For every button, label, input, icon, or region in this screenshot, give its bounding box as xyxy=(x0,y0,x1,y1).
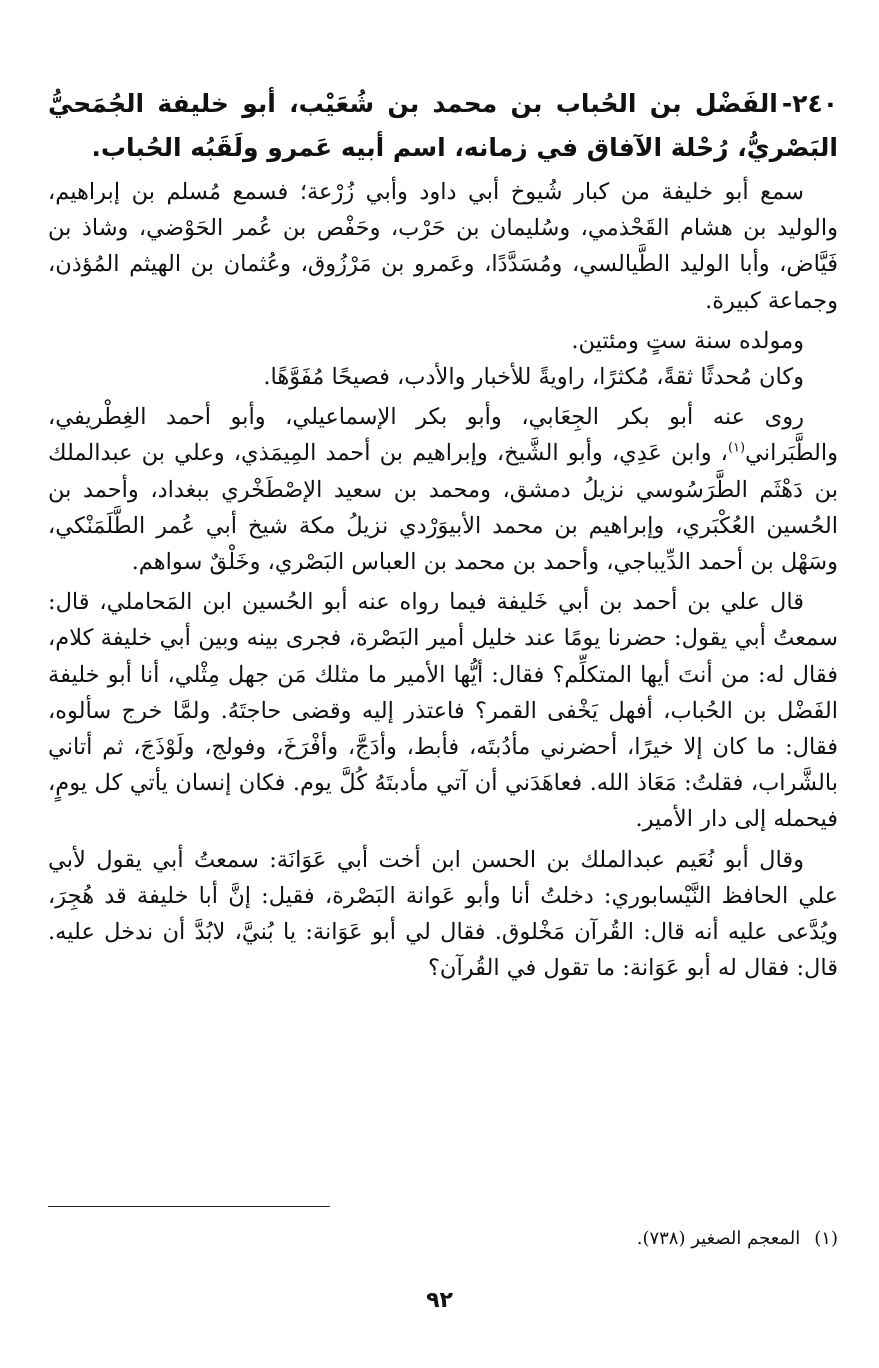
description-paragraph: وكان مُحدثًا ثقةً، مُكثرًا، راويةً للأخبار والأدب، فصيحًا مُفَوَّهًا. xyxy=(263,364,804,391)
entry-heading xyxy=(48,82,838,170)
footnote xyxy=(48,1226,838,1252)
page-body xyxy=(48,82,838,990)
anecdote-paragraph: قال علي بن أحمد بن أبي خَليفة فيما رواه عنه أبو الحُسين ابن المَحاملي، قال: سمعتُ أبي يقول: حضرنا يومًا عند خليل أمير البَصْرة، فجرى بينه وبين أبي خليفة كلام، فقال له: من أنتَ أيها المتكلِّم؟ فقال: أيُّها الأمير ما مثلك مَن جهل مِثْلي، أنا أبو خليفة الفَضْل بن الحُباب، أفهل يَخْفى القمر؟ فاعتذر إليه وقضى حاجتَهُ. ولمَّا خرج سألوه، فقال: ما كان إلا خيرًا، أحضرني مأدُبتَه، فأبط، وأدَجَّ، وأفْرَخَ، وفولج، ولَوْذَجَ، ثم أتاني بالشَّراب، فقلتُ: مَعَاذ الله. فعاهَدَني أن آتي مأدبتَهُ كُلَّ يوم. فكان إنسان يأتي كل يومٍ، فيحمله إلى دار الأمير. xyxy=(48,589,839,833)
entry-title: الفَضْل بن الحُباب بن محمد بن شُعَيْب، أبو خليفة الجُمَحيُّ البَصْريُّ، رُحْلة الآفاق في زمانه، اسم أبيه عَمرو ولَقَبُه الحُباب. xyxy=(48,89,838,162)
footnote-divider xyxy=(48,1206,330,1207)
footnote-reference[interactable]: (١) xyxy=(727,440,746,456)
narrators-paragraph xyxy=(48,399,838,580)
narrators-text-part2: ، وابن عَدِي، وأبو الشَّيخ، وإبراهيم بن أحمد المِيمَذي، وعلي بن عبدالملك بن دَهْثَم الطَّرَسُوسي نزيلُ دمشق، ومحمد بن سعيد الإصْطَخْري ببغداد، وأحمد بن الحُسين العُكْبَري، وإبراهيم بن محمد الأبيوَرْدي نزيلُ مكة شيخ أبي عُمر الطَّلَمَنْكي، وسَهْل بن أحمد الدِّيباجي، وأحمد بن محمد بن العباس البَصْري، وخَلْقٌ سواهم. xyxy=(48,440,838,576)
abu-awana-paragraph: وقال أبو نُعَيم عبدالملك بن الحسن ابن أخت أبي عَوَانَة: سمعتُ أبي يقول لأبي علي الحافظ النَّيْسابوري: دخلتُ أنا وأبو عَوانة البَصْرة، فقيل: إنَّ أبا خليفة قد هُجِرَ، ويُدَّعى عليه أنه قال: القُرآن مَخْلوق. فقال لي أبو عَوَانة: يا بُنيَّ، لابُدَّ أن ندخل عليه. قال: فقال له أبو عَوَانة: ما تقول في القُرآن؟ xyxy=(48,846,838,982)
teachers-paragraph: سمع أبو خليفة من كبار شُيوخ أبي داود وأبي زُرْعة؛ فسمع مُسلم بن إبراهيم، والوليد بن هشام القَحْذمي، وسُليمان بن حَرْب، وحَفْص بن عُمر الحَوْضي، وشاذ بن فَيَّاض، وأبا الوليد الطَّيالسي، ومُسَدَّدًا، وعَمرو بن مَرْزُوق، وعُثمان بن الهيثم المُؤذن، وجماعة كبيرة. xyxy=(48,179,838,314)
narrators-text-part1: روى عنه أبو بكر الجِعَابي، وأبو بكر الإسماعيلي، وأبو أحمد الغِطْريفي، والطَّبَراني xyxy=(48,404,838,467)
entry-number: ٢٤٠- xyxy=(781,89,838,118)
footnote-number: (١) xyxy=(814,1228,838,1249)
birth-paragraph: ومولده سنة ستٍ ومئتين. xyxy=(571,327,804,354)
footnote-text: المعجم الصغير (٧٣٨). xyxy=(636,1228,801,1249)
page-number: ٩٢ xyxy=(426,1288,453,1313)
